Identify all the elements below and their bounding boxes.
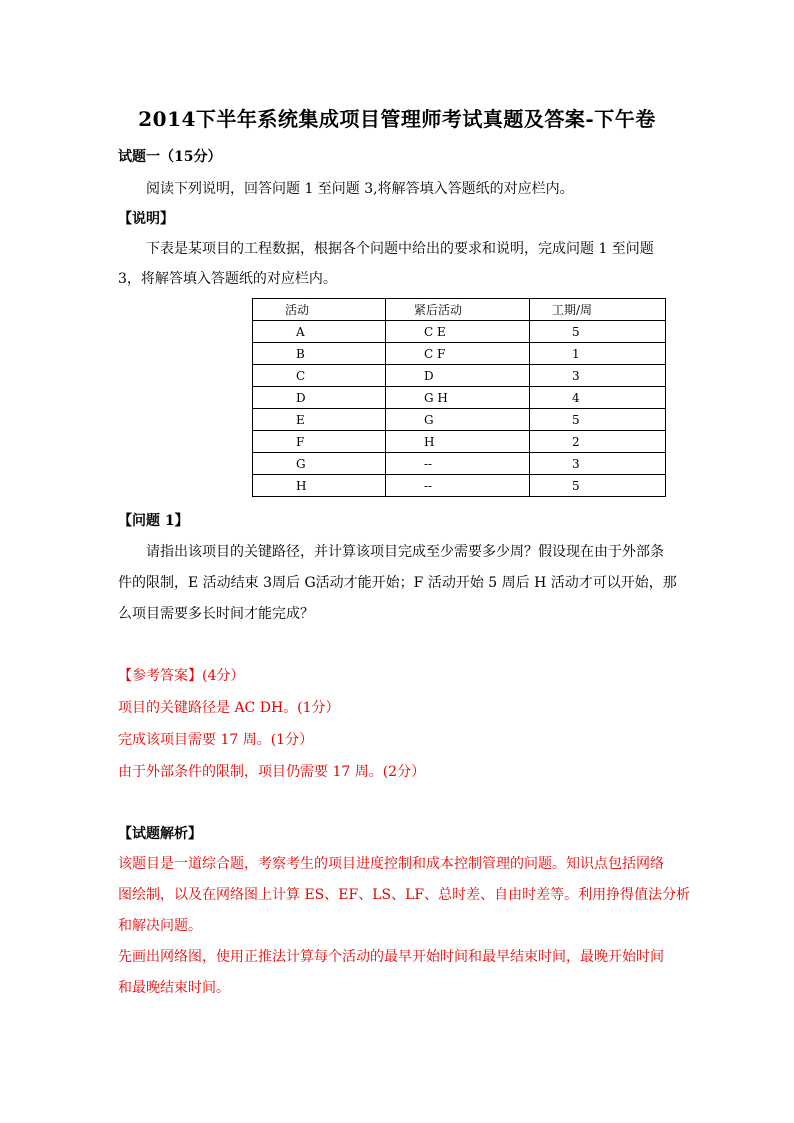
- table-cell-successor: [386, 431, 530, 453]
- answer-line-1: 项目的关键路径是 AC DH。(1分）: [118, 700, 340, 716]
- table-cell-activity: [253, 343, 386, 365]
- instruction-text: 阅读下列说明，回答问题 1 至问题 3,将解答填入答题纸的对应栏内。: [146, 181, 574, 197]
- analysis-line-3: 和解决问题。: [118, 918, 202, 934]
- table-cell-activity: [253, 453, 386, 475]
- table-cell-successor: [386, 453, 530, 475]
- answer-line-3: 由于外部条件的限制，项目仍需要 17 周。(2分）: [118, 764, 426, 780]
- table-cell-text: 4: [572, 390, 580, 405]
- table-cell-successor: [386, 321, 530, 343]
- question-header: 试题一（15分）: [118, 149, 222, 165]
- table-cell-text: C F: [424, 346, 446, 361]
- table-row: [253, 387, 666, 409]
- table-cell-text: G: [296, 456, 306, 471]
- table-cell-text: G H: [424, 390, 448, 405]
- table-cell-successor: [386, 343, 530, 365]
- table-row: [253, 343, 666, 365]
- table-cell-successor: [386, 387, 530, 409]
- table-cell-duration: [530, 343, 666, 365]
- table-row: [253, 453, 666, 475]
- table-cell-successor: [386, 475, 530, 497]
- table-cell-text: F: [296, 434, 305, 449]
- analysis-line-2: 图绘制，以及在网络图上计算 ES、EF、LS、LF、总时差、自由时差等。利用挣得值法分析: [118, 887, 691, 903]
- table-cell-activity: [253, 409, 386, 431]
- table-cell-activity: [253, 321, 386, 343]
- table-cell-duration: [530, 431, 666, 453]
- table-row: [253, 409, 666, 431]
- table-cell-duration: [530, 321, 666, 343]
- table-cell-text: H: [424, 434, 435, 449]
- table-cell-text: 2: [572, 434, 580, 449]
- table-row: [253, 431, 666, 453]
- answer-line-2: 完成该项目需要 17 周。(1分）: [118, 732, 314, 748]
- table-cell-text: D: [296, 390, 306, 405]
- table-cell-text: 5: [572, 412, 580, 427]
- table-row: [253, 475, 666, 497]
- table-body: [253, 321, 666, 497]
- page-title: 2014下半年系统集成项目管理师考试真题及答案-下午卷: [138, 107, 656, 131]
- table-cell-text: 1: [572, 346, 580, 361]
- analysis-line-1: 该题目是一道综合题，考察考生的项目进度控制和成本控制管理的问题。知识点包括网络: [118, 856, 664, 872]
- analysis-line-4: 先画出网络图，使用正推法计算每个活动的最早开始时间和最早结束时间，最晚开始时间: [118, 949, 664, 965]
- table-cell-successor: [386, 365, 530, 387]
- question1-header: 【问题 1】: [118, 513, 189, 529]
- question1-line-3: 么项目需要多长时间才能完成？: [118, 606, 314, 622]
- analysis-header: 【试题解析】: [118, 826, 202, 842]
- answer-header: 【参考答案】(4分）: [118, 668, 245, 684]
- table-cell-text: C: [296, 368, 306, 383]
- table-cell-text: 3: [572, 368, 580, 383]
- explain-line-2: 3，将解答填入答题纸的对应栏内。: [118, 271, 337, 287]
- table-cell-duration: [530, 475, 666, 497]
- table-cell-successor: [386, 409, 530, 431]
- table-cell-text: B: [296, 346, 305, 361]
- table-cell-text: 3: [572, 456, 580, 471]
- table-row: [253, 321, 666, 343]
- table-header-row: [253, 299, 666, 321]
- table-cell-text: A: [296, 324, 305, 339]
- table-cell-text: C E: [424, 324, 446, 339]
- table-cell-text: 5: [572, 324, 580, 339]
- table-header-successor: 紧后活动: [386, 299, 530, 321]
- table-cell-text: --: [424, 478, 433, 493]
- table-cell-activity: [253, 387, 386, 409]
- table-cell-duration: [530, 453, 666, 475]
- table-cell-duration: [530, 409, 666, 431]
- question1-line-1: 请指出该项目的关键路径，并计算该项目完成至少需要多少周？假设现在由于外部条: [146, 544, 664, 560]
- table-cell-activity: [253, 431, 386, 453]
- explain-line-1: 下表是某项目的工程数据，根据各个问题中给出的要求和说明，完成问题 1 至问题: [146, 241, 654, 257]
- table-row: [253, 365, 666, 387]
- table-header-duration: 工期/周: [530, 299, 666, 321]
- table-cell-text: 5: [572, 478, 580, 493]
- table-cell-text: E: [296, 412, 305, 427]
- activity-table: [252, 298, 666, 497]
- table-cell-text: G: [424, 412, 434, 427]
- table-header-activity: 活动: [253, 299, 386, 321]
- table-cell-activity: [253, 475, 386, 497]
- table-cell-text: H: [296, 478, 307, 493]
- table-cell-duration: [530, 387, 666, 409]
- question1-line-2: 件的限制，E 活动结束 3周后 G活动才能开始；F 活动开始 5 周后 H 活动才可以开始，那: [118, 575, 677, 591]
- table-cell-text: D: [424, 368, 434, 383]
- table-cell-text: --: [424, 456, 433, 471]
- section-explain-header: 【说明】: [118, 211, 174, 227]
- table-cell-activity: [253, 365, 386, 387]
- analysis-line-5: 和最晚结束时间。: [118, 980, 230, 996]
- table-cell-duration: [530, 365, 666, 387]
